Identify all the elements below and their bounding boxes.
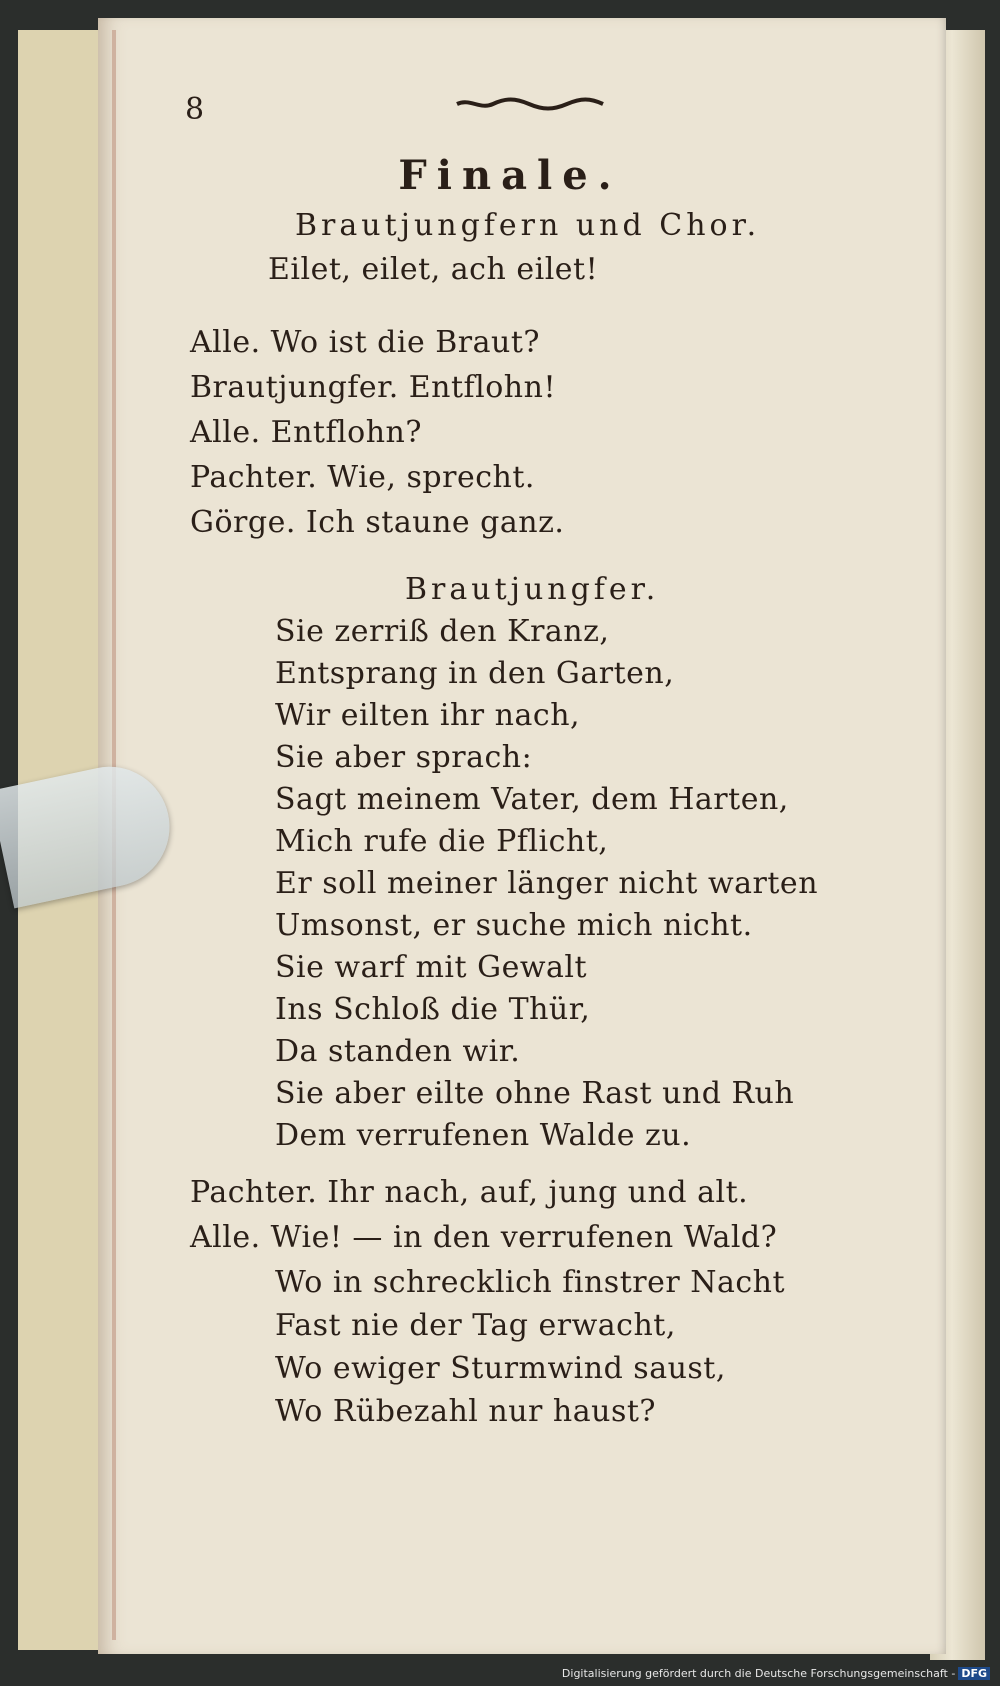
text-line: Brautjungfer. bbox=[405, 572, 660, 607]
text-line: Fast nie der Tag erwacht, bbox=[275, 1308, 676, 1343]
text-line: Eilet, eilet, ach eilet! bbox=[268, 252, 599, 287]
text-line: Alle. Entflohn? bbox=[190, 415, 422, 450]
text-line: Sagt meinem Vater, dem Harten, bbox=[275, 782, 789, 817]
text-line: Sie aber sprach: bbox=[275, 740, 533, 775]
text-line: Dem verrufenen Walde zu. bbox=[275, 1118, 692, 1153]
page-number: 8 bbox=[185, 92, 205, 127]
text-line: Wo in schrecklich finstrer Nacht bbox=[275, 1265, 786, 1300]
text-line: Brautjungfer. Entflohn! bbox=[190, 370, 557, 405]
text-line: Sie aber eilte ohne Rast und Ruh bbox=[275, 1076, 795, 1111]
text-line: Brautjungfern und Chor. bbox=[295, 208, 761, 243]
text-line: Pachter. Wie, sprecht. bbox=[190, 460, 535, 495]
text-line: Sie warf mit Gewalt bbox=[275, 950, 588, 985]
text-line: Er soll meiner länger nicht warten bbox=[275, 866, 819, 901]
text-line: Wo ewiger Sturmwind saust, bbox=[275, 1351, 726, 1386]
text-line: Pachter. Ihr nach, auf, jung und alt. bbox=[190, 1175, 749, 1210]
text-line: Umsonst, er suche mich nicht. bbox=[275, 908, 753, 943]
text-line: Sie zerriß den Kranz, bbox=[275, 614, 610, 649]
text-line: Alle. Wie! — in den verrufenen Wald? bbox=[190, 1220, 778, 1255]
text-line: Wo Rübezahl nur haust? bbox=[275, 1394, 656, 1429]
text-line: Da standen wir. bbox=[275, 1034, 521, 1069]
page-heading: Finale. bbox=[398, 152, 622, 199]
text-line: Mich rufe die Pflicht, bbox=[275, 824, 609, 859]
footer-credit bbox=[562, 1667, 990, 1680]
text-line: Alle. Wo ist die Braut? bbox=[190, 325, 540, 360]
dfg-logo-badge: DFG bbox=[958, 1667, 990, 1680]
footer-text: Digitalisierung gefördert durch die Deutsche Forschungsgemeinschaft - bbox=[561, 1667, 956, 1680]
ornament-flourish bbox=[455, 96, 605, 112]
text-line: Wir eilten ihr nach, bbox=[275, 698, 581, 733]
text-line: Görge. Ich staune ganz. bbox=[190, 505, 565, 540]
text-line: Entsprang in den Garten, bbox=[275, 656, 675, 691]
text-line: Ins Schloß die Thür, bbox=[275, 992, 591, 1027]
